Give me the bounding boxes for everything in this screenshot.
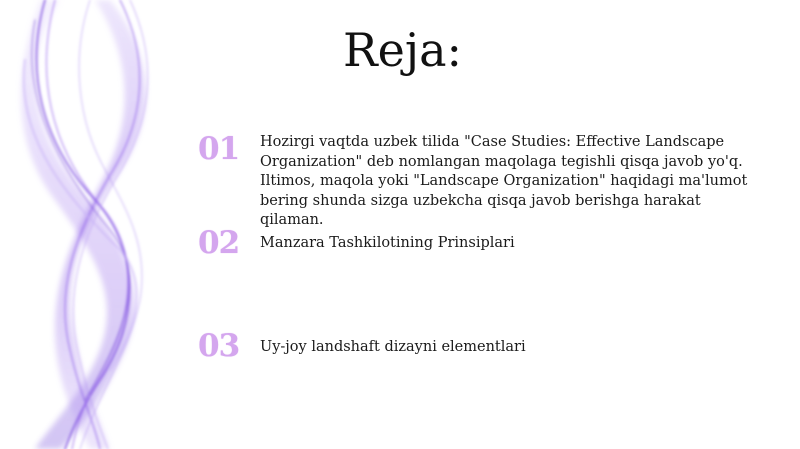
item-number: 03 xyxy=(198,328,240,364)
item-text: Uy-joy landshaft dizayni elementlari xyxy=(260,339,526,355)
item-number: 01 xyxy=(198,131,240,167)
slide-title: Reja: xyxy=(342,23,463,77)
item-text: Hozirgi vaqtda uzbek tilida "Case Studies: Effective Landscape Organization" deb nomlangan maqolaga tegishli qisqa javob yo'q. Iltimos, maqola yoki "Landscape Organization" haqidagi ma'lumot bering shunda sizga uzbekcha qisqa javob berishga harakat qilaman. xyxy=(260,134,748,228)
item-text: Manzara Tashkilotining Prinsiplari xyxy=(260,235,515,251)
item-number: 02 xyxy=(198,225,240,261)
